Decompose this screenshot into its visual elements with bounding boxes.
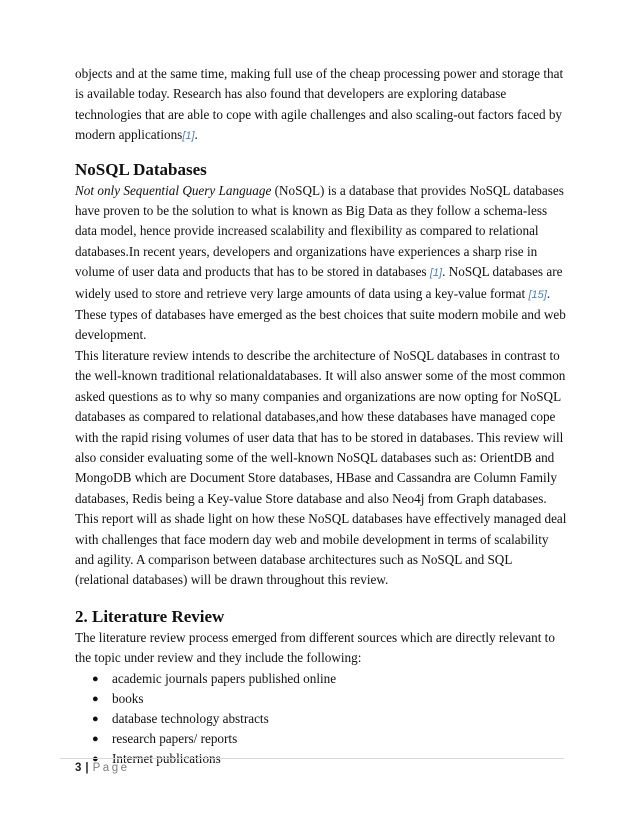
nosql-paragraph-2: This literature review intends to describe the architecture of NoSQL databases in contrast to the well-known traditional relationaldatabases. It will also answer some of the most common asked questions as to why so many companies and organizations are now opting for NoSQL databases as compared to relational databases,and how these databases have managed cope with the rapid rising volumes of user data that has to be stored in databases. This review will also consider evaluating some of the well-known NoSQL databases such as: OrientDB and MongoDB which are Document Store databases, HBase and Cassandra are Column Family databases, Redis being a Key-value Store database and also Neo4j from Graph databases. This report will as shade light on how these NoSQL databases have effectively managed deal with challenges that face modern day web and mobile development in terms of scalability and agility. A comparison between database architectures such as NoSQL and SQL (relational databases) will be drawn throughout this review. — [75, 347, 567, 588]
nosql-definition: Not only Sequential Query Language — [75, 182, 272, 198]
intro-text: objects and at the same time, making full use of the cheap processing power and storage that is available today. Research has also found that developers are exploring database technologies that are able to cope with agile challenges and also scaling-out factors faced by modern applications — [75, 66, 564, 143]
list-item-text: database technology abstracts — [112, 710, 269, 726]
literature-review-intro: The literature review process emerged from different sources which are directly relevant to the topic under review and they include the following: — [75, 629, 555, 666]
literature-review-heading: 2. Literature Review — [75, 606, 225, 626]
page-label: Page — [92, 762, 130, 774]
intro-paragraph — [75, 64, 567, 147]
page-content — [75, 64, 567, 769]
bullet-icon: ● — [92, 752, 99, 765]
nosql-heading: NoSQL Databases — [75, 159, 207, 179]
bullet-icon: ● — [92, 692, 99, 705]
nosql-text-a: (NoSQL) is a database that provides NoSQL databases have proven to be the solution to what is known as Big Data as they follow a schema-less data model, hence provide increased scalability and flexibility as compared to relational databases.In recent years, developers and organizations have experiences a sharp rise in volume of user data and products that has to be stored in databases — [75, 182, 564, 280]
page-number: 3 — [75, 762, 82, 774]
bullet-icon: ● — [92, 672, 99, 685]
list-item — [75, 669, 567, 689]
nosql-paragraph-1 — [75, 181, 567, 346]
page-footer — [75, 762, 129, 774]
sources-list — [75, 669, 567, 769]
nosql-text-c: . These types of databases have emerged as the best choices that suite modern mobile and web development. — [75, 285, 566, 343]
bullet-icon: ● — [92, 712, 99, 725]
intro-end: . — [194, 127, 198, 143]
list-item-text: Internet publications — [112, 750, 221, 766]
list-item-text: research papers/ reports — [112, 730, 238, 746]
footer-divider — [60, 758, 564, 759]
citation-link[interactable]: [1] — [429, 267, 443, 280]
citation-link[interactable]: [1] — [182, 130, 195, 143]
citation-link[interactable]: [15] — [528, 288, 547, 301]
nosql-text-b: . NoSQL databases are widely used to store and retrieve very large amounts of data using a key-value format — [75, 264, 563, 301]
list-item — [75, 729, 567, 749]
bullet-icon: ● — [92, 732, 99, 745]
list-item — [75, 689, 567, 709]
list-item-text: books — [112, 690, 144, 706]
footer-separator: | — [85, 762, 89, 774]
list-item — [75, 709, 567, 729]
list-item-text: academic journals papers published online — [112, 670, 337, 686]
